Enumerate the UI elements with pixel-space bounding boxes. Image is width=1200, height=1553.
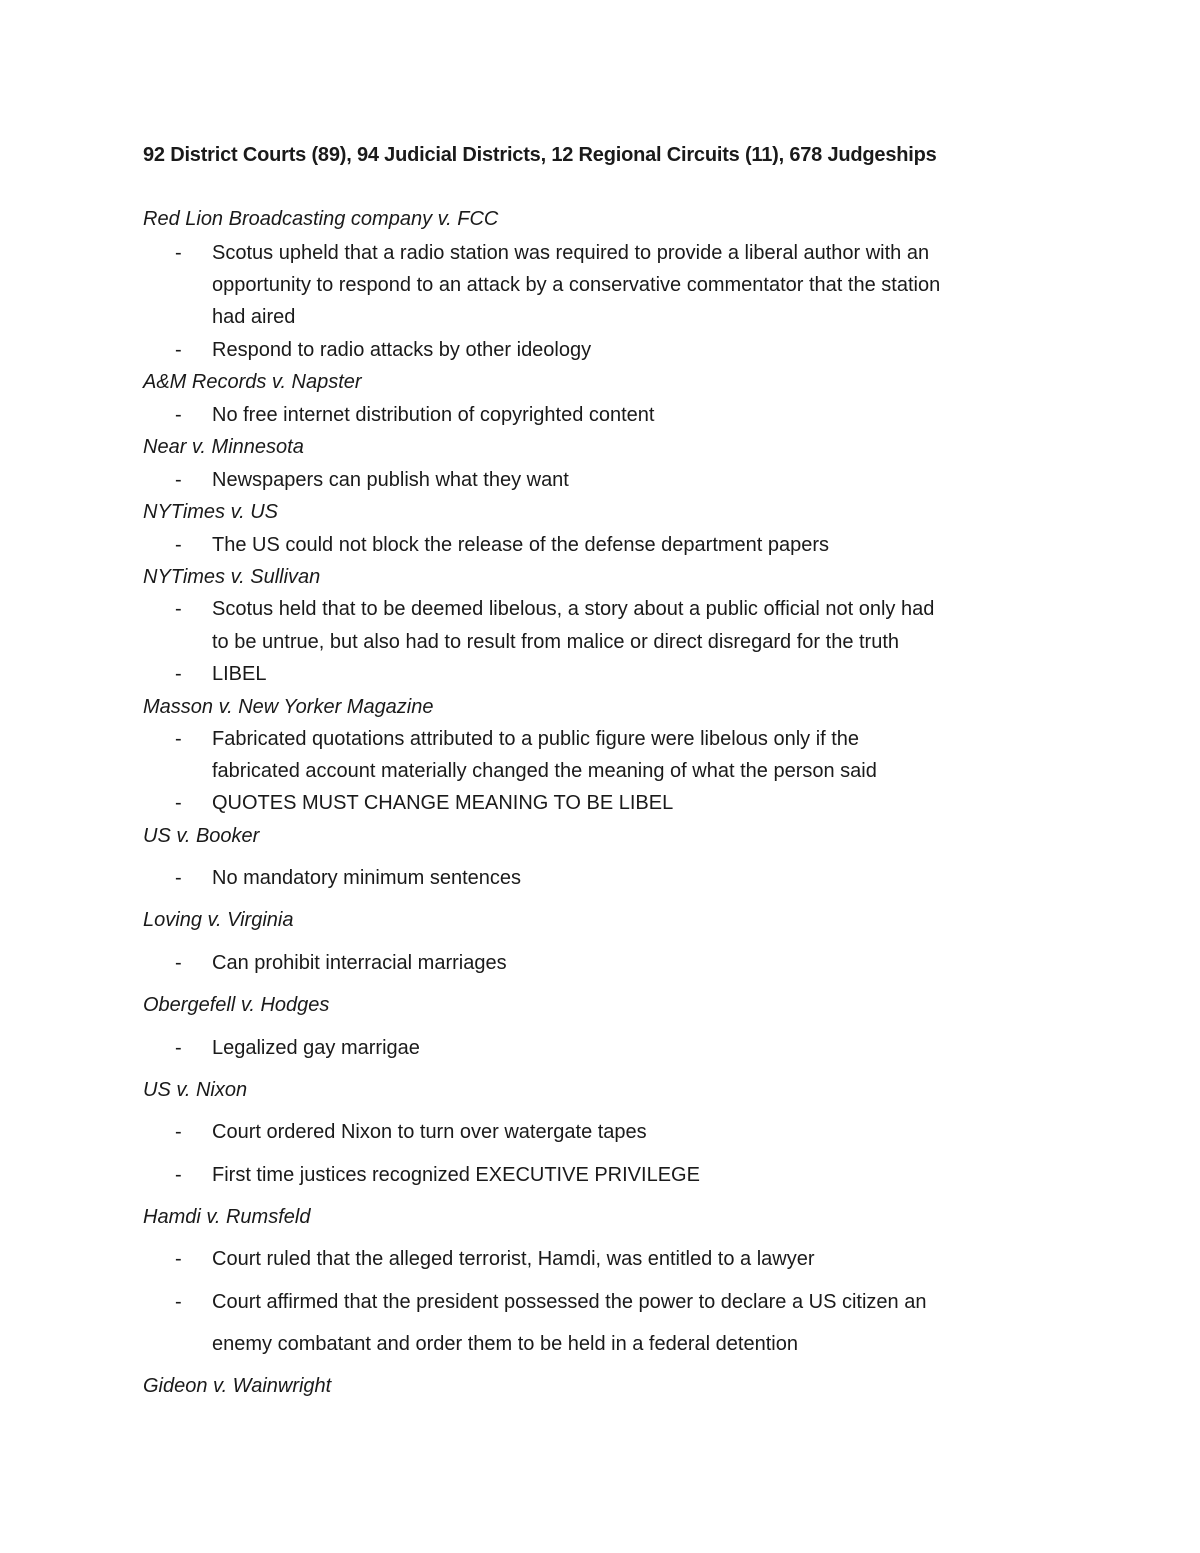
bullet-text: Scotus held that to be deemed libelous, a story about a public official not only had bbox=[212, 598, 935, 620]
bullet-text-continued: had aired bbox=[212, 306, 296, 328]
bullet-text: Court ordered Nixon to turn over watergate tapes bbox=[212, 1121, 647, 1143]
case-title: NYTimes v. US bbox=[143, 501, 279, 523]
case-title: Loving v. Virginia bbox=[143, 909, 294, 931]
bullet-dash: - bbox=[175, 728, 182, 750]
page-heading: 92 District Courts (89), 94 Judicial Districts, 12 Regional Circuits (11), 678 Judgeships bbox=[143, 144, 937, 166]
bullet-dash: - bbox=[175, 1037, 182, 1059]
bullet-text-continued: opportunity to respond to an attack by a conservative commentator that the station bbox=[212, 274, 941, 296]
bullet-dash: - bbox=[175, 1248, 182, 1270]
bullet-text: Fabricated quotations attributed to a public figure were libelous only if the bbox=[212, 728, 860, 750]
bullet-text-continued: to be untrue, but also had to result from malice or direct disregard for the truth bbox=[212, 631, 900, 653]
case-title: Obergefell v. Hodges bbox=[143, 994, 330, 1016]
bullet-dash: - bbox=[175, 1121, 182, 1143]
bullet-dash: - bbox=[175, 469, 182, 491]
bullet-text: Respond to radio attacks by other ideology bbox=[212, 339, 592, 361]
bullet-text: Newspapers can publish what they want bbox=[212, 469, 569, 491]
case-title: A&M Records v. Napster bbox=[143, 371, 362, 393]
case-title: NYTimes v. Sullivan bbox=[143, 566, 321, 588]
bullet-text: Can prohibit interracial marriages bbox=[212, 952, 507, 974]
case-title: US v. Booker bbox=[143, 825, 260, 847]
bullet-dash: - bbox=[175, 404, 182, 426]
bullet-dash: - bbox=[175, 663, 182, 685]
bullet-dash: - bbox=[175, 339, 182, 361]
case-title: Near v. Minnesota bbox=[143, 436, 304, 458]
bullet-text: No mandatory minimum sentences bbox=[212, 867, 522, 889]
case-title: Gideon v. Wainwright bbox=[143, 1375, 332, 1397]
bullet-text: LIBEL bbox=[212, 663, 267, 685]
bullet-dash: - bbox=[175, 952, 182, 974]
case-title: Hamdi v. Rumsfeld bbox=[143, 1206, 311, 1228]
bullet-dash: - bbox=[175, 792, 182, 814]
bullet-text: No free internet distribution of copyrighted content bbox=[212, 404, 655, 426]
case-title: Red Lion Broadcasting company v. FCC bbox=[143, 208, 499, 230]
bullet-dash: - bbox=[175, 1164, 182, 1186]
bullet-text: First time justices recognized EXECUTIVE PRIVILEGE bbox=[212, 1164, 700, 1186]
bullet-text: Scotus upheld that a radio station was required to provide a liberal author with an bbox=[212, 242, 930, 264]
bullet-text: Legalized gay marrigae bbox=[212, 1037, 420, 1059]
bullet-text-continued: fabricated account materially changed the meaning of what the person said bbox=[212, 760, 877, 782]
bullet-dash: - bbox=[175, 598, 182, 620]
case-title: US v. Nixon bbox=[143, 1079, 248, 1101]
bullet-text: The US could not block the release of the defense department papers bbox=[212, 534, 830, 556]
bullet-text: Court affirmed that the president possessed the power to declare a US citizen an bbox=[212, 1291, 927, 1313]
bullet-dash: - bbox=[175, 242, 182, 264]
bullet-text-continued: enemy combatant and order them to be held in a federal detention bbox=[212, 1333, 798, 1355]
bullet-dash: - bbox=[175, 867, 182, 889]
bullet-text: Court ruled that the alleged terrorist, Hamdi, was entitled to a lawyer bbox=[212, 1248, 815, 1270]
bullet-dash: - bbox=[175, 1291, 182, 1313]
case-title: Masson v. New Yorker Magazine bbox=[143, 696, 434, 718]
bullet-text: QUOTES MUST CHANGE MEANING TO BE LIBEL bbox=[212, 792, 674, 814]
bullet-dash: - bbox=[175, 534, 182, 556]
